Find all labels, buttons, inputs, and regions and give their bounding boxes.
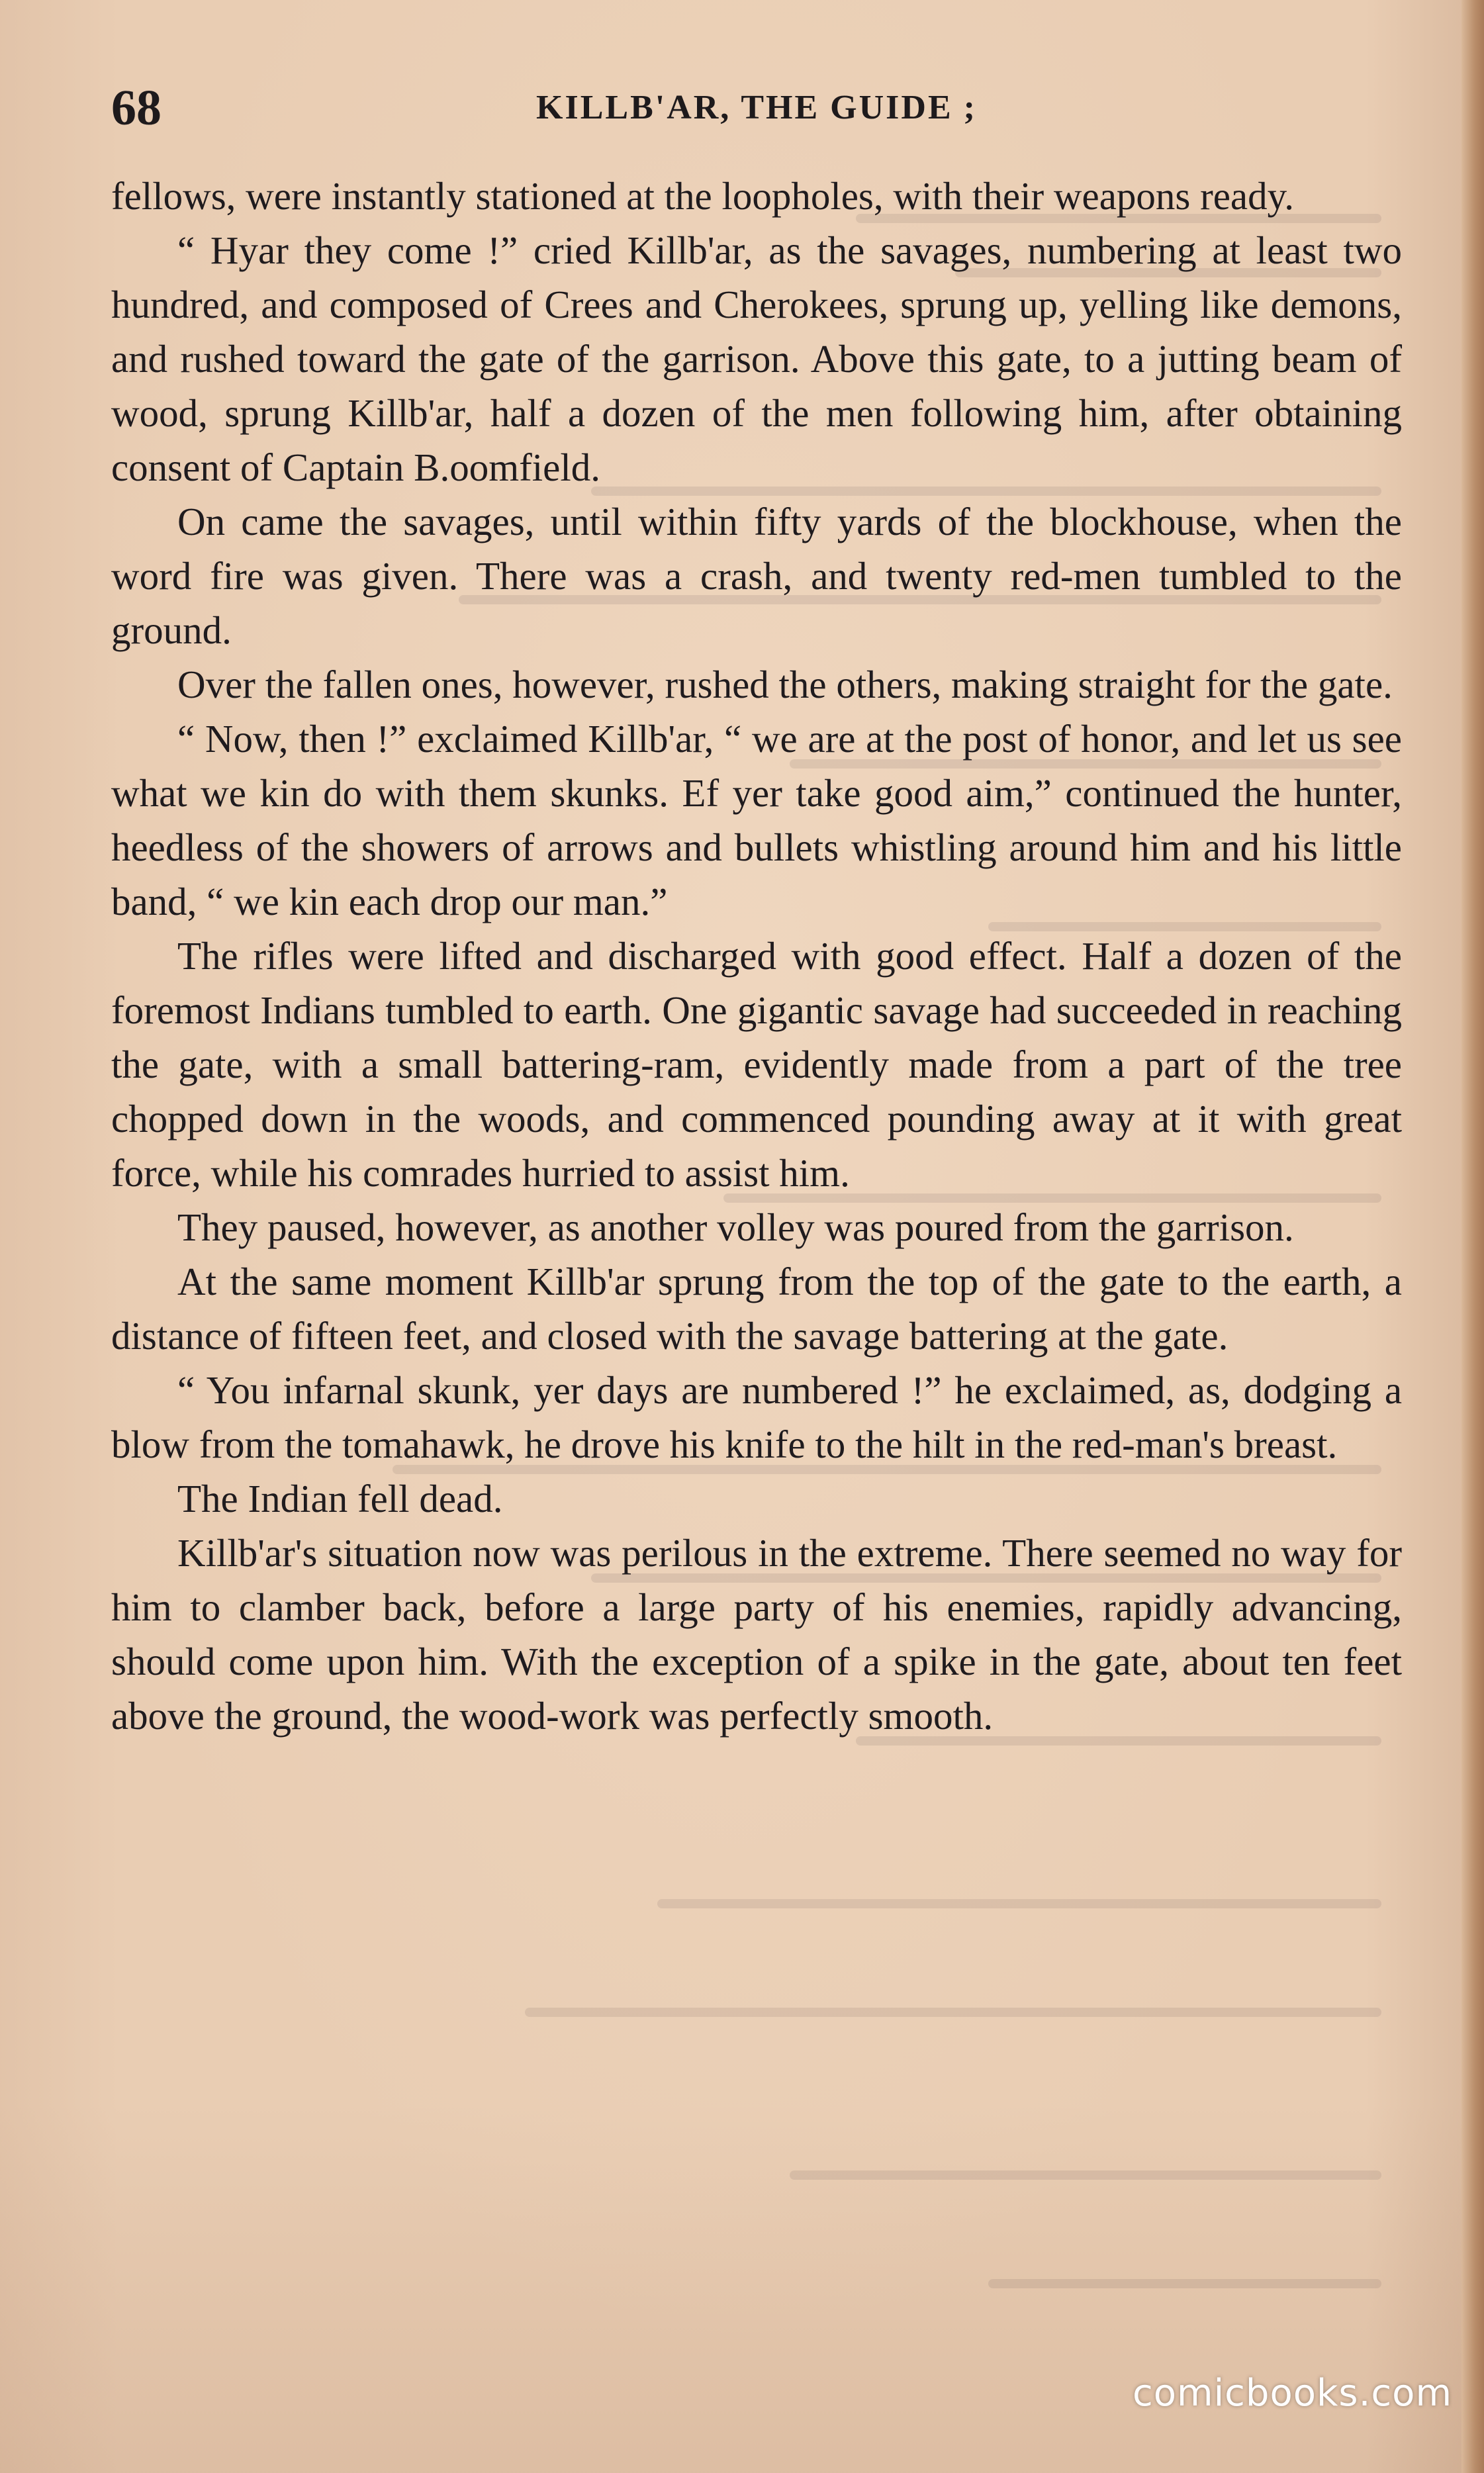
watermark: comicbooks.com: [1132, 2372, 1452, 2415]
paragraph: The Indian fell dead.: [177, 1477, 503, 1520]
paragraph: Over the fallen ones, however, rushed the others, making straight for the gate.: [177, 663, 1393, 706]
page-number: 68: [111, 80, 162, 136]
paragraph: The rifles were lifted and discharged with good effect. Half a dozen of the foremost Indians tumbled to earth. One gigantic savage had succeeded in reaching the gate, with a small battering-ram, evidently made from a part of the tree chopped down in the woods, and commenced pounding away at it with great force, while his comrades hurried to assist him.: [111, 934, 1402, 1195]
paragraph: On came the savages, until within fifty yards of the blockhouse, when the word fire was given. There was a crash, and twenty red-men tumbled to the ground.: [111, 500, 1402, 652]
paragraph: “ Hyar they come !” cried Killb'ar, as the savages, numbering at least two hundred, and composed of Crees and Cherokees, sprung up, yelling like demons, and rushed toward the gate of the garrison. Above this gate, to a jutting beam of wood, sprung Killb'ar, half a dozen of the men following him, after obtaining consent of Captain B.oomfield.: [111, 228, 1402, 489]
body-text: [111, 169, 1402, 1743]
paragraph: fellows, were instantly stationed at the loopholes, with their weapons ready.: [111, 174, 1295, 218]
page-header: [111, 78, 1402, 138]
paragraph: “ Now, then !” exclaimed Killb'ar, “ we are at the post of honor, and let us see what we kin do with them skunks. Ef yer take good aim,” continued the hunter, heedless of the showers of arrows and bullets whistling around him and his little band, “ we kin each drop our man.”: [111, 717, 1402, 923]
paragraph: They paused, however, as another volley was poured from the garrison.: [177, 1205, 1294, 1249]
paragraph: At the same moment Killb'ar sprung from the top of the gate to the earth, a distance of fifteen feet, and closed with the savage battering at the gate.: [111, 1260, 1402, 1358]
paragraph: Killb'ar's situation now was perilous in the extreme. There seemed no way for him to clamber back, before a large party of his enemies, rapidly advancing, should come upon him. With the exception of a spike in the gate, about ten feet above the ground, the wood-work was perfectly smooth.: [111, 1531, 1402, 1738]
running-head: KILLB'AR, THE GUIDE ;: [536, 89, 977, 126]
paragraph: “ You infarnal skunk, yer days are numbered !” he exclaimed, as, dodging a blow from the tomahawk, he drove his knife to the hilt in the red-man's breast.: [111, 1368, 1402, 1466]
page-edge: [1461, 0, 1484, 2473]
